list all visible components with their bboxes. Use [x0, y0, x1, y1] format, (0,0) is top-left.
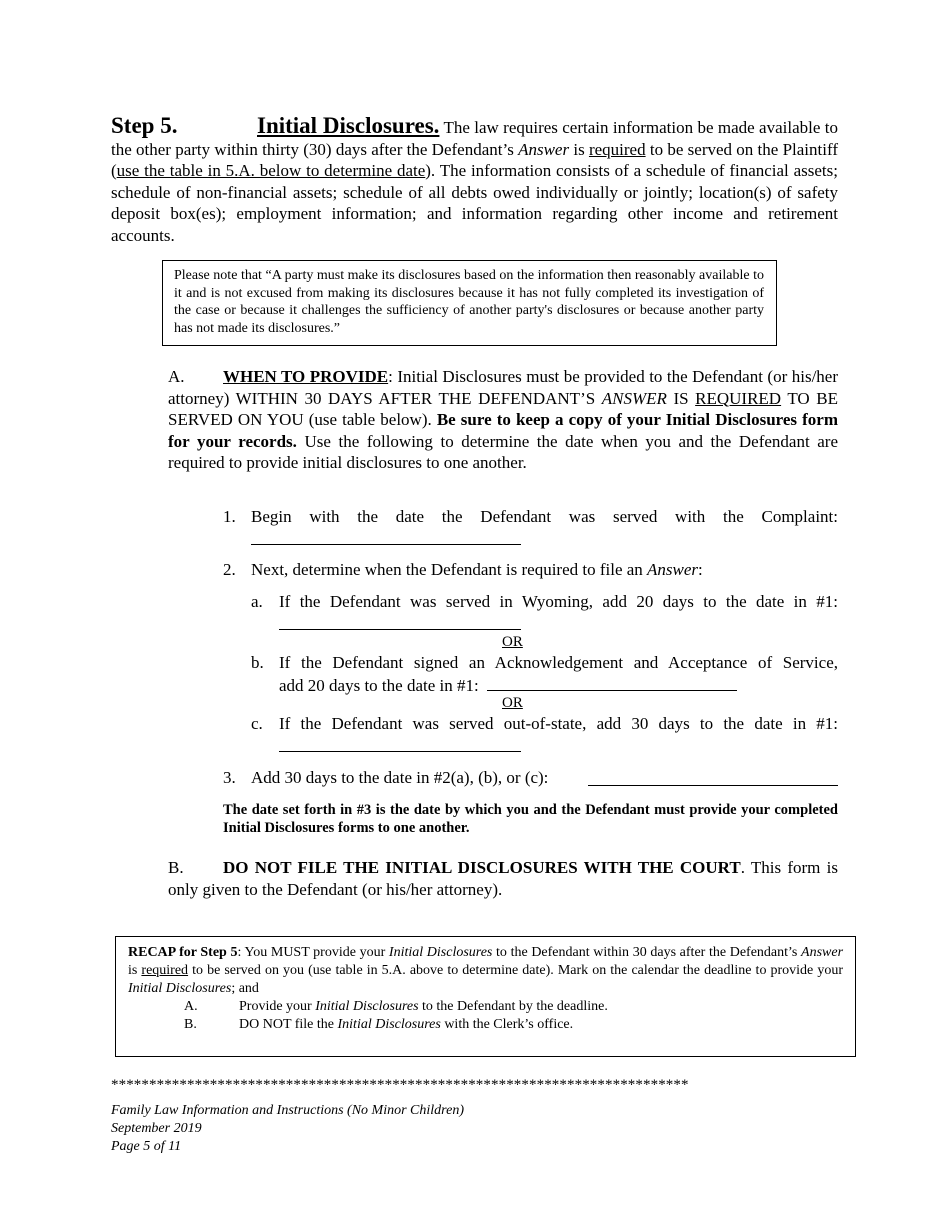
required-term: required — [141, 963, 189, 978]
list-item-3 — [223, 767, 838, 789]
item-number: 1. — [223, 507, 236, 526]
date-blank[interactable] — [279, 613, 521, 630]
section-b — [168, 857, 838, 900]
footer-page-number: Page 5 of 11 — [111, 1139, 182, 1154]
or-separator: OR — [502, 634, 523, 650]
item-text: : — [698, 560, 703, 579]
recap-item-b — [128, 1016, 843, 1034]
section-a-heading: WHEN TO PROVIDE — [223, 367, 389, 386]
step-text: is — [569, 139, 589, 159]
step-text: The law requires certain information be made available to the other party within thirty (30) days after the Defendant’s — [111, 118, 838, 159]
step-text: to be served on the Plaintiff ( — [111, 139, 838, 181]
answer-term: Answer — [647, 560, 699, 579]
item-letter: c. — [251, 714, 263, 733]
item-text: If the Defendant signed an Acknowledgement and Acceptance of Service, — [279, 653, 838, 672]
or-separator: OR — [502, 695, 523, 711]
step-label: Step 5. — [111, 113, 178, 138]
section-a-text: : Initial Disclosures must be provided to the Defendant (or his/her attorney) WITHIN 30 DAYS AFTER THE DEFENDANT’S — [168, 367, 838, 408]
section-a — [168, 366, 838, 474]
step-title: Initial Disclosures. — [257, 113, 440, 138]
item-text: If the Defendant was served out-of-state, add 30 days to the date in #1: — [279, 714, 838, 733]
note-text: Please note that “A party must make its disclosures based on the information then reasonably available to it and is not excused from making its disclosures because it has not fully completed its investigation of the case or because it challenges the sufficiency of another party's disclosures or because another party has not made its disclosures.” — [174, 268, 764, 336]
recap-text-part: : You MUST provide your — [237, 945, 389, 960]
step-text: ). The information consists of a schedule of financial assets; schedule of non-financial assets; schedule of all debts owed individually or jointly; location(s) of safety deposit box(es); employment information; and information regarding other income and retirement accounts. — [111, 161, 838, 245]
use-table-note: use the table in 5.A. below to determine date — [116, 161, 426, 181]
required-caps: REQUIRED — [695, 388, 782, 408]
date-blank[interactable] — [279, 735, 521, 752]
item-letter: a. — [251, 592, 263, 611]
recap-item-text: DO NOT file the — [239, 1017, 338, 1032]
list-item-2b — [251, 652, 838, 696]
item-text: If the Defendant was served in Wyoming, add 20 days to the date in #1: — [279, 592, 838, 611]
page-footer — [111, 1102, 464, 1156]
recap-text — [128, 944, 843, 998]
list-item-1 — [223, 506, 838, 550]
recap-text-part: to the Defendant within 30 days after the Defendant’s — [492, 945, 802, 960]
recap-text-part: ; and — [231, 981, 259, 996]
section-a-text: Use the following to determine the date when you and the Defendant are required to provide initial disclosures to one another. — [168, 431, 838, 473]
star-divider: **************************************************************************** — [111, 1077, 689, 1093]
required-term: required — [588, 139, 646, 159]
recap-item-a — [128, 998, 843, 1016]
step-5-paragraph — [111, 115, 838, 247]
item-number: 2. — [223, 560, 236, 579]
initial-disclosures-term: Initial Disclosures — [337, 1017, 441, 1032]
date-blank[interactable] — [251, 528, 521, 545]
section-a-text: IS — [666, 388, 696, 408]
section-b-text: . This form is only given to the Defendant (or his/her attorney). — [168, 858, 838, 899]
section-b-letter: B. — [168, 858, 184, 877]
date-blank[interactable] — [588, 769, 838, 786]
recap-letter: B. — [184, 1017, 197, 1032]
section-a-letter: A. — [168, 367, 185, 386]
list-item-2c — [251, 713, 838, 757]
item-text: Next, determine when the Defendant is required to file an — [251, 560, 648, 579]
recap-letter: A. — [184, 999, 198, 1014]
initial-disclosures-term: Initial Disclosures — [128, 981, 232, 996]
recap-item-text: Provide your — [239, 999, 316, 1014]
item-text: Add 30 days to the date in #2(a), (b), or (c): — [251, 768, 549, 787]
recap-box — [115, 936, 856, 1057]
section-a-text: TO BE SERVED ON YOU (use table below). — [168, 388, 838, 430]
item-text: Begin with the date the Defendant was served with the Complaint: — [251, 507, 838, 526]
recap-item-text: with the Clerk’s office. — [440, 1017, 574, 1032]
recap-text-part: to be served on you (use table in 5.A. above to determine date). Mark on the calendar the deadline to provide your — [188, 963, 843, 978]
initial-disclosures-term: Initial Disclosures — [388, 945, 493, 960]
item-text: add 20 days to the date in #1: — [279, 675, 479, 695]
footer-date: September 2019 — [111, 1121, 202, 1136]
recap-text-part: is — [128, 963, 142, 978]
item-letter: b. — [251, 653, 264, 672]
answer-term: Answer — [801, 945, 844, 960]
list-item-2a — [251, 591, 838, 635]
item-number: 3. — [223, 768, 236, 787]
initial-disclosures-term: Initial Disclosures — [315, 999, 419, 1014]
recap-label: RECAP for Step 5 — [128, 945, 238, 960]
keep-copy-note: Be sure to keep a copy of your Initial Disclosures form for your records. — [168, 410, 838, 451]
footer-title: Family Law Information and Instructions (No Minor Children) — [111, 1103, 464, 1118]
section-b-heading: DO NOT FILE THE INITIAL DISCLOSURES WITH THE COURT — [223, 858, 741, 877]
list-item-2 — [223, 559, 838, 581]
date-blank[interactable] — [487, 674, 737, 691]
note-box — [162, 260, 777, 346]
recap-item-text: to the Defendant by the deadline. — [418, 999, 608, 1014]
answer-term: Answer — [518, 139, 570, 159]
answer-caps: ANSWER — [601, 388, 667, 408]
deadline-note: The date set forth in #3 is the date by which you and the Defendant must provide your completed Initial Disclosures forms to one another. — [223, 802, 838, 836]
